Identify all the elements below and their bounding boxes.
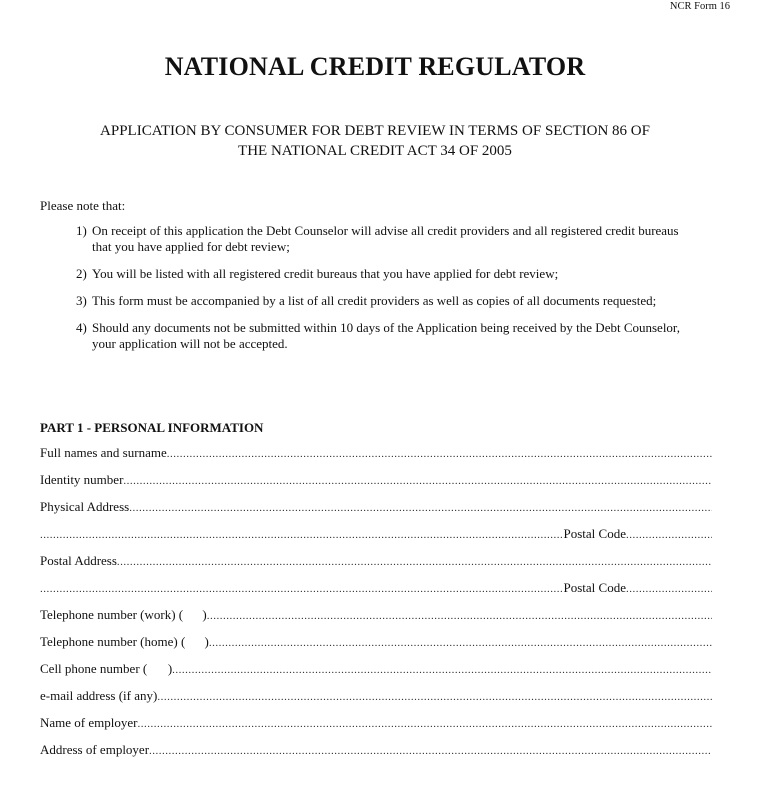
telephone-home-label: Telephone number (home) ( xyxy=(40,634,186,649)
postal-code-label: Postal Code xyxy=(563,580,626,595)
telephone-work-label: Telephone number (work) ( xyxy=(40,607,184,622)
section-title-personal-information: PART 1 - PERSONAL INFORMATION xyxy=(40,420,264,435)
list-item xyxy=(76,223,716,255)
physical-address-field[interactable] xyxy=(40,499,712,526)
physical-postal-code-label: Postal Code xyxy=(563,526,626,541)
employer-name-field[interactable] xyxy=(40,715,712,742)
note-text-continued: that you have applied for debt review; xyxy=(92,239,290,254)
note-text: On receipt of this application the Debt Counselor will advise all credit providers and all registered credit bureaus xyxy=(92,223,679,238)
note-number: 2) xyxy=(76,266,87,281)
physical-address-label: Physical Address xyxy=(40,499,130,514)
note-number: 4) xyxy=(76,320,87,335)
note-text: Should any documents not be submitted within 10 days of the Application being received by the Debt Counselor, xyxy=(92,320,680,335)
physical-postal-code-line[interactable] xyxy=(626,529,712,541)
subtitle-line-1: APPLICATION BY CONSUMER FOR DEBT REVIEW IN TERMS OF SECTION 86 OF xyxy=(100,123,650,139)
full-names-line[interactable] xyxy=(167,448,712,460)
list-item xyxy=(76,320,716,352)
employer-name-label: Name of employer xyxy=(40,715,138,730)
cell-phone-line[interactable] xyxy=(172,664,712,676)
close-paren: ) xyxy=(202,607,207,622)
identity-number-field[interactable] xyxy=(40,472,712,499)
postal-code-line[interactable] xyxy=(626,583,712,595)
note-number: 3) xyxy=(76,293,87,308)
employer-address-label: Address of employer xyxy=(40,742,150,757)
physical-address-line[interactable] xyxy=(129,502,712,514)
note-intro: Please note that: xyxy=(40,198,126,213)
email-label: e-mail address (if any) xyxy=(40,688,158,703)
employer-address-line[interactable] xyxy=(149,745,712,757)
notes-list xyxy=(76,223,716,363)
postal-address-line[interactable] xyxy=(117,556,712,568)
employer-name-line[interactable] xyxy=(137,718,712,730)
telephone-home-field[interactable] xyxy=(40,634,712,661)
note-text-continued: your application will not be accepted. xyxy=(92,336,288,351)
form-number: NCR Form 16 xyxy=(669,1,730,12)
postal-address-field[interactable] xyxy=(40,553,712,580)
telephone-work-line[interactable] xyxy=(207,610,712,622)
postal-address-label: Postal Address xyxy=(40,553,117,568)
note-number: 1) xyxy=(76,223,87,238)
cell-phone-label: Cell phone number ( xyxy=(40,661,148,676)
email-line[interactable] xyxy=(157,691,712,703)
full-names-label: Full names and surname xyxy=(40,445,167,460)
note-text: You will be listed with all registered credit bureaus that you have applied for debt review; xyxy=(92,266,559,281)
employer-address-field[interactable] xyxy=(40,742,712,769)
telephone-home-line[interactable] xyxy=(209,637,712,649)
physical-address-continued-field[interactable] xyxy=(40,526,712,553)
cell-phone-field[interactable] xyxy=(40,661,712,688)
subtitle-line-2: THE NATIONAL CREDIT ACT 34 OF 2005 xyxy=(238,143,512,159)
telephone-work-field[interactable] xyxy=(40,607,712,634)
postal-address-line-2[interactable] xyxy=(40,583,564,595)
identity-number-line[interactable] xyxy=(123,475,712,487)
postal-address-continued-field[interactable] xyxy=(40,580,712,607)
close-paren: ) xyxy=(167,661,173,676)
note-text: This form must be accompanied by a list of all credit providers as well as copies of all documents requested; xyxy=(92,293,657,308)
list-item xyxy=(76,266,716,282)
full-names-field[interactable] xyxy=(40,445,712,472)
identity-number-label: Identity number xyxy=(40,472,124,487)
page-title: NATIONAL CREDIT REGULATOR xyxy=(164,52,586,81)
personal-information-form xyxy=(40,445,712,769)
physical-address-line-2[interactable] xyxy=(40,529,564,541)
close-paren: ) xyxy=(204,634,209,649)
list-item xyxy=(76,293,716,309)
form-subtitle xyxy=(0,121,750,161)
email-field[interactable] xyxy=(40,688,712,715)
